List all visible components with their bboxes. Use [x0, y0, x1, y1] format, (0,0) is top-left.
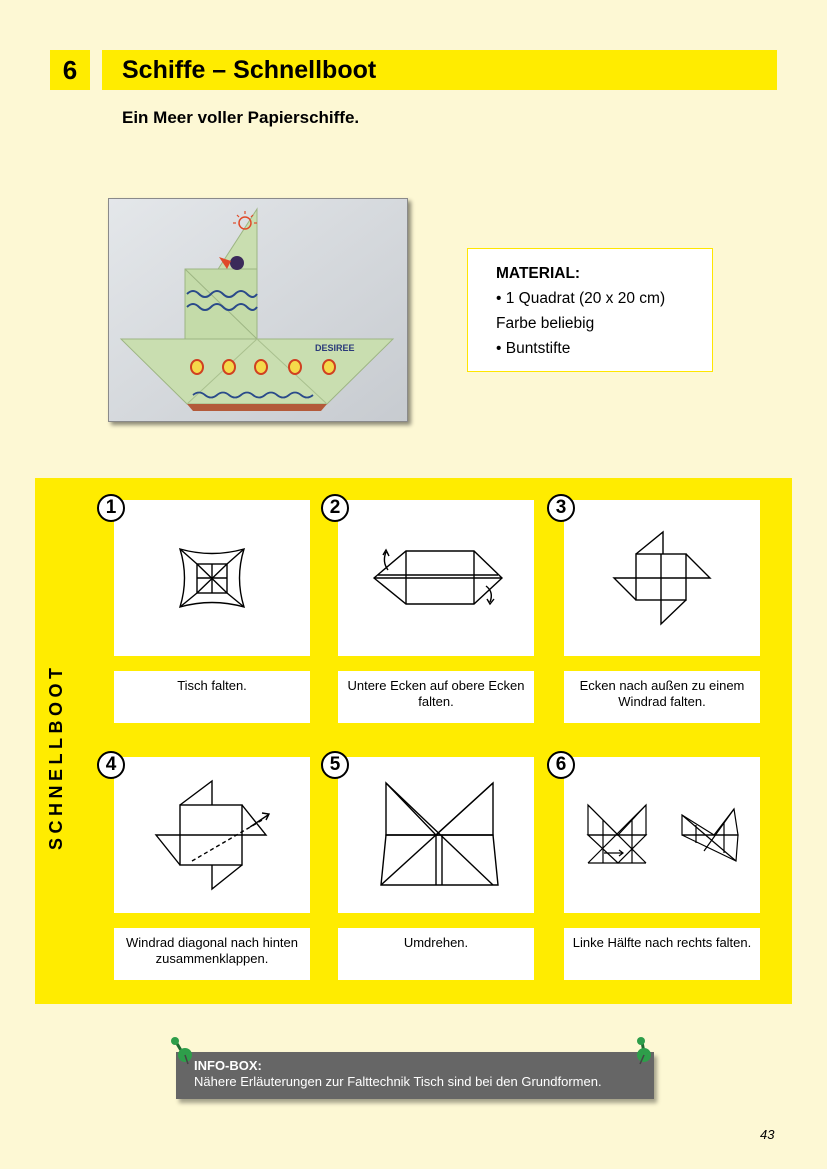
step-2-caption: Untere Ecken auf obere Ecken falten.	[338, 671, 534, 723]
step-5-number: 5	[321, 751, 349, 779]
material-item-2: Farbe beliebig	[496, 315, 595, 332]
step-3-diagram	[564, 500, 760, 656]
boat-photo	[108, 198, 408, 422]
info-heading: INFO-BOX:	[194, 1058, 262, 1073]
step-1-diagram	[114, 500, 310, 656]
step-2-number: 2	[321, 494, 349, 522]
pushpin-right-icon	[630, 1036, 660, 1066]
material-box	[467, 248, 713, 372]
page-title: Schiffe – Schnellboot	[102, 50, 777, 90]
step-3-number: 3	[547, 494, 575, 522]
step-4-caption: Windrad diagonal nach hinten zusammenklappen.	[114, 928, 310, 980]
step-5-diagram	[338, 757, 534, 913]
step-6-diagram	[564, 757, 760, 913]
step-4-diagram	[114, 757, 310, 913]
page-subtitle: Ein Meer voller Papierschiffe.	[122, 108, 360, 127]
pushpin-left-icon	[168, 1036, 198, 1066]
material-item-1: • 1 Quadrat (20 x 20 cm)	[496, 290, 666, 307]
material-heading: MATERIAL:	[496, 265, 581, 282]
step-1-number: 1	[97, 494, 125, 522]
material-item-3: • Buntstifte	[496, 340, 571, 357]
step-6-caption: Linke Hälfte nach rechts falten.	[564, 928, 760, 980]
chapter-number: 6	[50, 50, 90, 90]
step-4-number: 4	[97, 751, 125, 779]
signature-text: DESIREE	[315, 343, 355, 353]
step-1-caption: Tisch falten.	[114, 671, 310, 723]
step-5-caption: Umdrehen.	[338, 928, 534, 980]
step-3-caption: Ecken nach außen zu einem Windrad falten.	[564, 671, 760, 723]
info-box	[176, 1052, 654, 1099]
step-6-number: 6	[547, 751, 575, 779]
step-2-diagram	[338, 500, 534, 656]
info-text: Nähere Erläuterungen zur Falttechnik Tisch sind bei den Grundformen.	[194, 1074, 602, 1089]
side-label: SCHNELLBOOT	[46, 663, 66, 850]
page-number: 43	[760, 1127, 775, 1142]
